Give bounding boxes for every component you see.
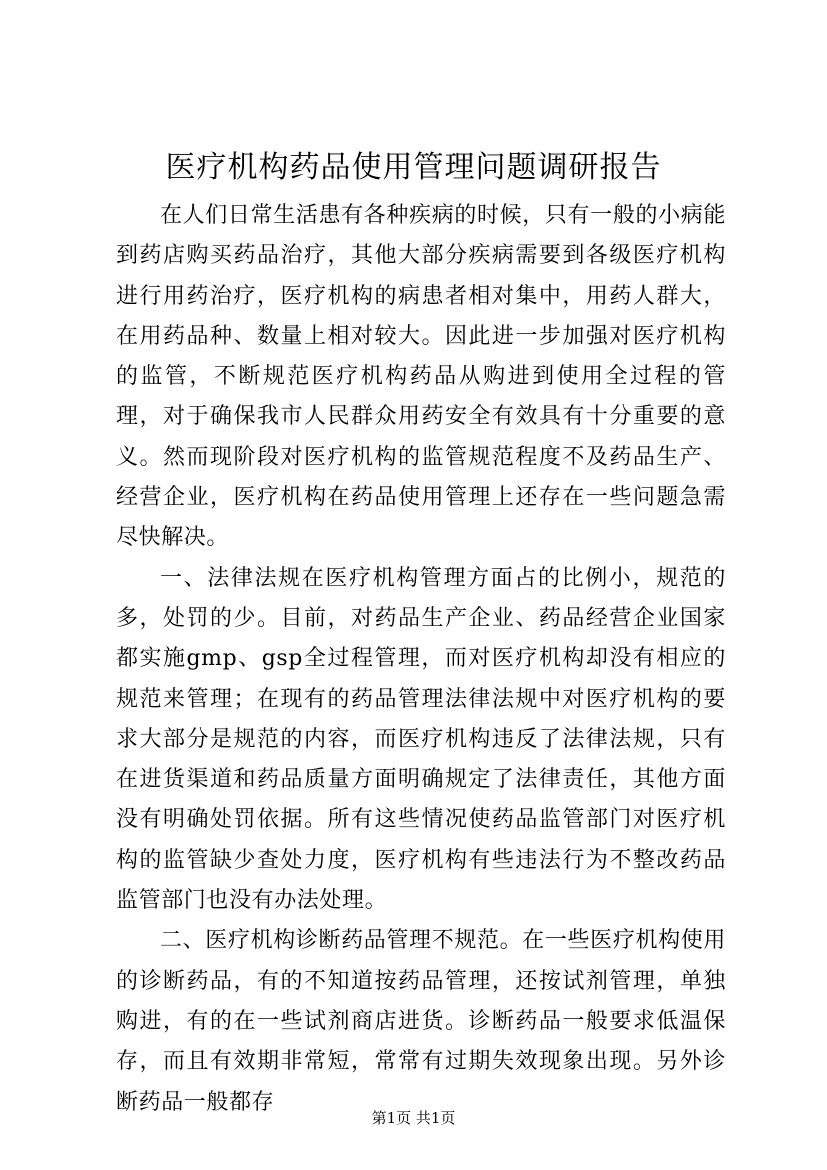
page-footer: 第1页 共1页: [371, 1109, 456, 1127]
paragraph-section-2: 二、医疗机构诊断药品管理不规范。在一些医疗机构使用的诊断药品，有的不知道按药品管理，还按试剂管理，单独购进，有的在一些试剂商店进货。诊断药品一般要求低温保存，而且有效期非常短，常常有过期失效现象出现。另外诊断药品一般都存: [116, 928, 726, 1115]
document-body: [116, 196, 726, 1123]
document-title: 医疗机构药品使用管理问题调研报告: [165, 150, 662, 185]
paragraph-section-1: 一、法律法规在医疗机构管理方面占的比例小，规范的多，处罚的少。目前，对药品生产企业、药品经营企业国家都实施gmp、gsp全过程管理，而对医疗机构却没有相应的规范来管理；在现有的药品管理法律法规中对医疗机构的要求大部分是规范的内容，而医疗机构违反了法律法规，只有在进货渠道和药品质量方面明确规定了法律责任，其他方面没有明确处罚依据。所有这些情况使药品监管部门对医疗机构的监管缺少查处力度，医疗机构有些违法行为不整改药品监管部门也没有办法处理。: [116, 565, 726, 914]
paragraph-intro: 在人们日常生活患有各种疾病的时候，只有一般的小病能到药店购买药品治疗，其他大部分疾病需要到各级医疗机构进行用药治疗，医疗机构的病患者相对集中，用药人群大，在用药品种、数量上相对较大。因此进一步加强对医疗机构的监管，不断规范医疗机构药品从购进到使用全过程的管理，对于确保我市人民群众用药安全有效具有十分重要的意义。然而现阶段对医疗机构的监管规范程度不及药品生产、经营企业，医疗机构在药品使用管理上还存在一些问题急需尽快解决。: [116, 203, 726, 551]
